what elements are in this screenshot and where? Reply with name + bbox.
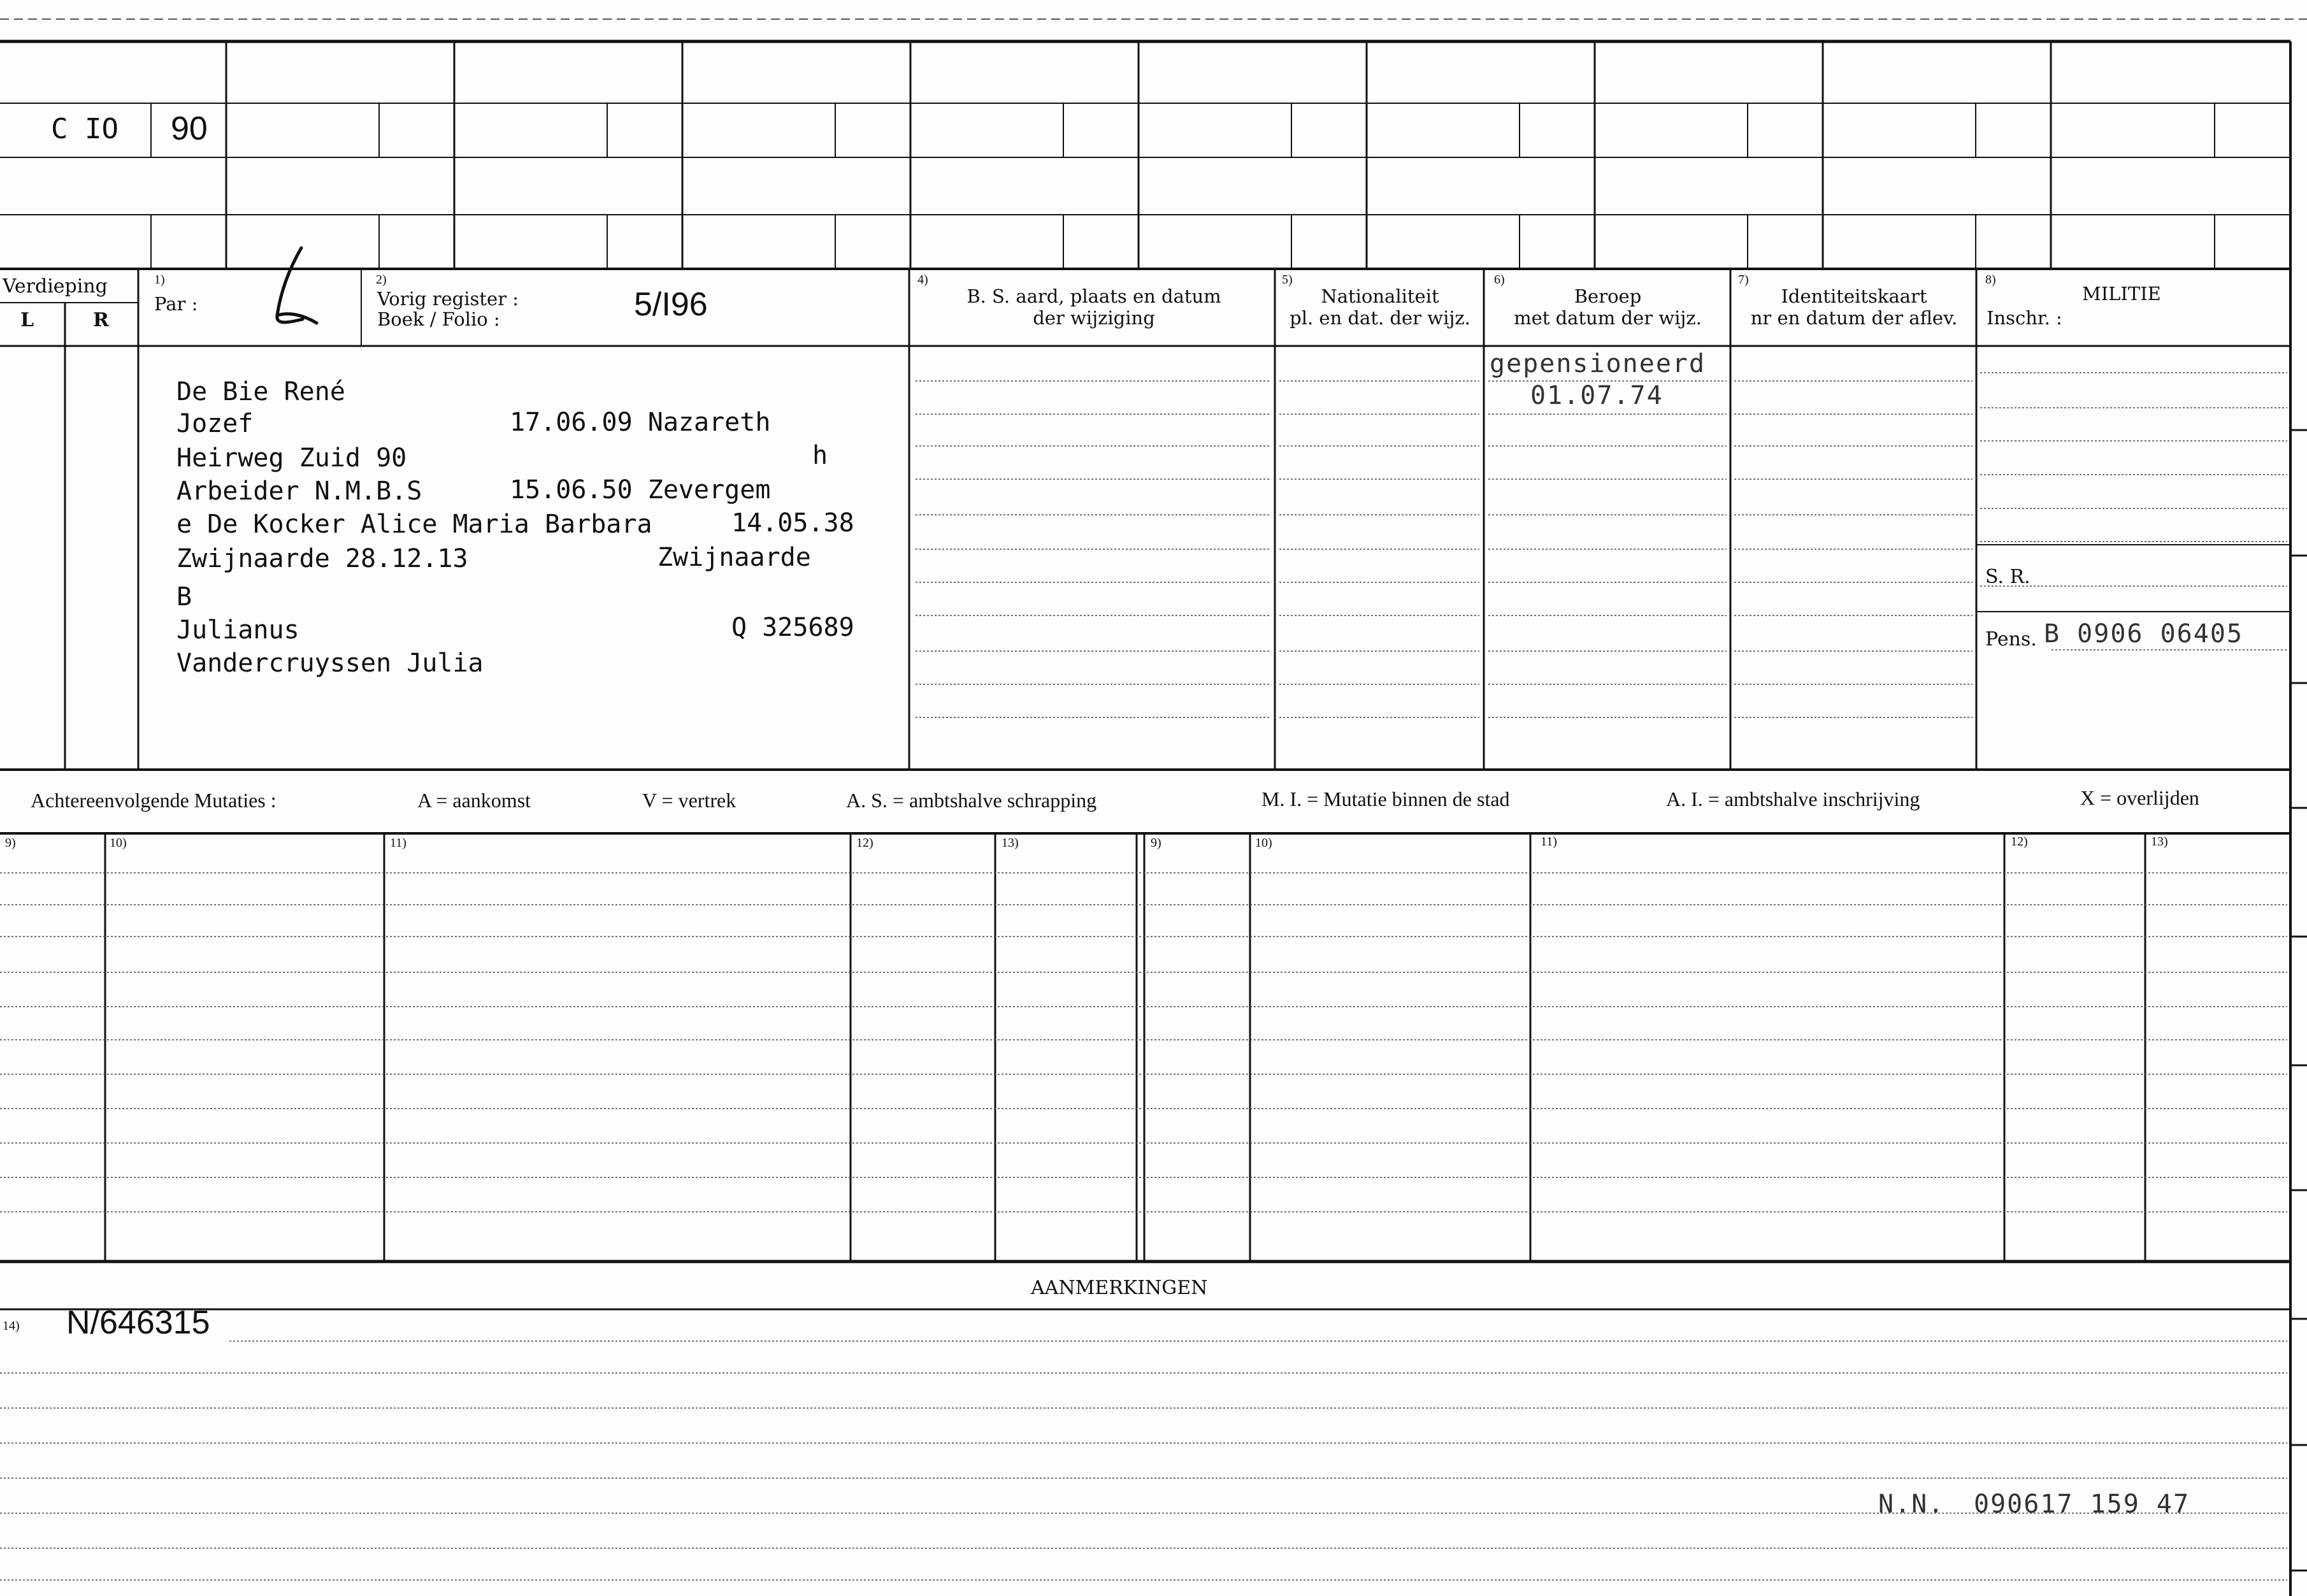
person-spouse: e De Kocker Alice Maria Barbara bbox=[176, 510, 652, 539]
verdieping-label: Verdieping bbox=[3, 275, 108, 298]
bs-header-line1: B. S. aard, plaats en datum bbox=[967, 285, 1221, 307]
boek-folio-value: 5/I96 bbox=[634, 286, 708, 323]
aanmerkingen-value: N/646315 bbox=[66, 1304, 210, 1341]
aanmerkingen-title: AANMERKINGEN bbox=[1031, 1277, 1208, 1299]
mutaties-legend-ai: A. I. = ambtshalve inschrijving bbox=[1666, 787, 1920, 810]
sr-label: S. R. bbox=[1985, 566, 2030, 588]
bs-header-line2: der wijziging bbox=[1033, 307, 1155, 329]
par-label: Par : bbox=[154, 293, 198, 315]
mutatie-col-12: 12) bbox=[856, 836, 873, 850]
handwritten-mark bbox=[258, 245, 328, 341]
beroep-entry-date: 01.07.74 bbox=[1530, 381, 1664, 410]
verdieping-left: L bbox=[20, 309, 34, 331]
mutaties-legend-v: V = vertrek bbox=[642, 789, 737, 812]
nationaliteit-header-line1: Nationaliteit bbox=[1321, 285, 1439, 307]
mutaties-legend-mi: M. I. = Mutatie binnen de stad bbox=[1261, 787, 1510, 810]
mutatie-col-9: 9) bbox=[5, 836, 16, 850]
register-code: C IO bbox=[51, 113, 119, 145]
mutaties-title: Achtereenvolgende Mutaties : bbox=[31, 789, 277, 812]
person-first-names: Jozef bbox=[176, 409, 254, 438]
aanmerkingen-footnote: 14) bbox=[3, 1319, 20, 1333]
person-id-code: Q 325689 bbox=[731, 613, 854, 642]
mutatie-col-9b: 9) bbox=[1151, 836, 1161, 850]
mutaties-legend-x: X = overlijden bbox=[2080, 786, 2199, 809]
militie-footnote: 8) bbox=[1985, 273, 1996, 287]
identiteitskaart-header-line2: nr en datum der aflev. bbox=[1750, 307, 1958, 329]
person-spouse-birthplace: Zwijnaarde bbox=[658, 543, 811, 572]
mutatie-col-10b: 10) bbox=[1255, 836, 1272, 850]
verdieping-right: R bbox=[93, 309, 109, 331]
person-address-mark: h bbox=[812, 441, 828, 470]
boek-folio-label: Boek / Folio : bbox=[377, 308, 500, 330]
pens-label: Pens. bbox=[1985, 628, 2037, 651]
person-occupation-date: 15.06.50 Zevergem bbox=[510, 475, 771, 505]
mutatie-col-10: 10) bbox=[110, 836, 127, 850]
nn-value: 090617 159 47 bbox=[1974, 1490, 2190, 1519]
pens-number: B 0906 06405 bbox=[2044, 619, 2243, 649]
nn-label: N.N. bbox=[1878, 1490, 1945, 1519]
person-address: Heirweg Zuid 90 bbox=[176, 443, 407, 473]
militie-inschr-label: Inschr. : bbox=[1987, 307, 2062, 329]
mutatie-col-11b: 11) bbox=[1541, 835, 1557, 849]
person-mother: Vandercruyssen Julia bbox=[176, 649, 484, 678]
person-occupation: Arbeider N.M.B.S bbox=[176, 477, 422, 506]
militie-header: MILITIE bbox=[2082, 283, 2161, 305]
person-spouse-birth: Zwijnaarde 28.12.13 bbox=[176, 544, 468, 573]
beroep-header-line2: met datum der wijz. bbox=[1514, 307, 1702, 329]
beroep-entry: gepensioneerd bbox=[1490, 349, 1706, 378]
person-name: De Bie René bbox=[176, 377, 345, 406]
mutatie-col-12b: 12) bbox=[2011, 835, 2028, 849]
mutaties-legend-as: A. S. = ambtshalve schrapping bbox=[846, 789, 1097, 812]
mutatie-col-13: 13) bbox=[1002, 836, 1019, 850]
beroep-header-line1: Beroep bbox=[1574, 285, 1642, 307]
mutaties-legend-a: A = aankomst bbox=[417, 789, 531, 812]
nationaliteit-header-line2: pl. en dat. der wijz. bbox=[1290, 307, 1470, 329]
mutatie-col-13b: 13) bbox=[2151, 835, 2168, 849]
vorig-register-footnote: 2) bbox=[376, 273, 387, 287]
par-footnote: 1) bbox=[154, 273, 165, 287]
person-spouse-date: 14.05.38 bbox=[731, 508, 854, 538]
identiteitskaart-header-line1: Identiteitskaart bbox=[1781, 285, 1927, 307]
mutatie-col-11: 11) bbox=[390, 836, 406, 850]
beroep-footnote: 6) bbox=[1494, 273, 1505, 287]
bs-footnote: 4) bbox=[917, 273, 928, 287]
person-father: Julianus bbox=[176, 615, 299, 645]
person-nationality-code: B bbox=[176, 582, 192, 612]
nationaliteit-footnote: 5) bbox=[1282, 273, 1293, 287]
person-birth: 17.06.09 Nazareth bbox=[510, 408, 771, 437]
register-number: 90 bbox=[171, 110, 208, 147]
vorig-register-label: Vorig register : bbox=[377, 288, 519, 310]
identiteitskaart-footnote: 7) bbox=[1738, 273, 1749, 287]
